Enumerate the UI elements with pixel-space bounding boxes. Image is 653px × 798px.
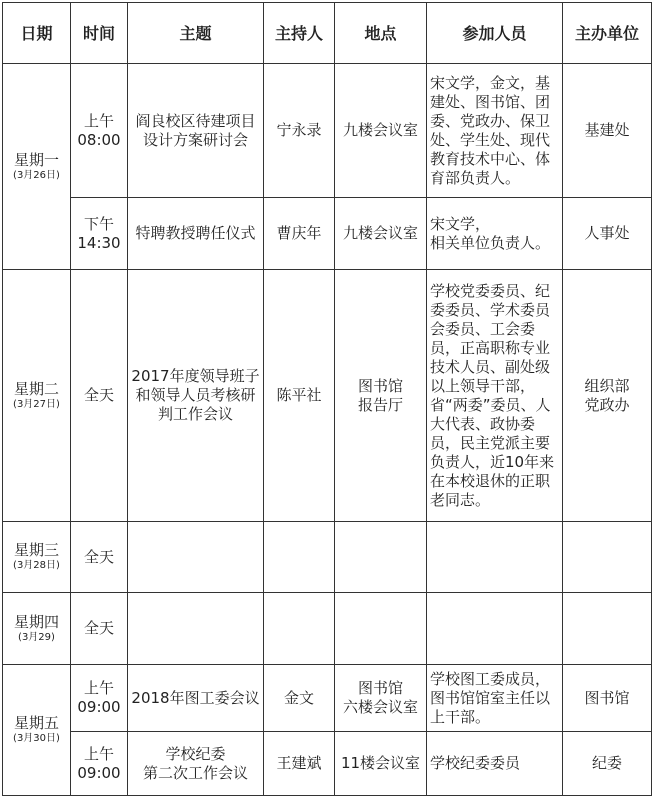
- location-cell: 图书馆 报告厅: [335, 270, 427, 522]
- day-cell-wednesday: [3, 522, 71, 593]
- attendees-cell: 宋文学， 相关单位负责人。: [427, 198, 563, 270]
- day-label: 星期三: [13, 541, 59, 559]
- header-host: 主持人: [264, 3, 335, 64]
- location-cell: 图书馆 六楼会议室: [335, 665, 427, 732]
- header-organizer: 主办单位: [563, 3, 652, 64]
- host-cell: 陈平社: [264, 270, 335, 522]
- topic-cell: [128, 593, 264, 665]
- time-clock: 08:00: [77, 130, 121, 149]
- day-date: (3月26日): [13, 169, 60, 181]
- day-label: 星期一: [13, 150, 59, 169]
- time-period: 上午: [83, 679, 114, 697]
- host-cell: 金文: [264, 665, 335, 732]
- time-period: 上午: [83, 111, 114, 130]
- day-label: 星期四: [13, 612, 59, 631]
- table-row: [3, 593, 652, 665]
- header-attendees: 参加人员: [427, 3, 563, 64]
- day-cell-thursday: [3, 593, 71, 665]
- host-cell: 宁永录: [264, 64, 335, 198]
- time-period: 全天: [83, 386, 114, 404]
- day-cell-tuesday: [3, 270, 71, 522]
- organizer-cell: 纪委: [563, 732, 652, 796]
- organizer-cell: 基建处: [563, 64, 652, 198]
- header-date: 日期: [3, 3, 71, 64]
- attendees-cell: 学校图工委成员，图书馆馆室主任以上干部。: [427, 665, 563, 732]
- header-topic: 主题: [128, 3, 264, 64]
- table-row: [3, 270, 652, 522]
- schedule-table: [2, 2, 652, 796]
- attendees-cell: 宋文学，金文，基建处、图书馆、团委、党政办、保卫处、学生处、现代教育技术中心、体育部负责人。: [427, 64, 563, 198]
- attendees-cell: 学校党委委员、纪委委员、学术委员会委员、工会委员，正高职称专业技术人员、副处级以上领导干部，省“两委”委员、人大代表、政协委员，民主党派主要负责人，近10年来在本校退休的正职老同志。: [427, 270, 563, 522]
- table-row: [3, 64, 652, 198]
- day-cell-friday: [3, 665, 71, 796]
- day-label: 星期二: [13, 379, 59, 398]
- time-cell: [71, 522, 128, 593]
- table-row: [3, 732, 652, 796]
- time-cell: [71, 64, 128, 198]
- topic-cell: 阎良校区待建项目设计方案研讨会: [128, 64, 264, 198]
- time-cell: [71, 732, 128, 796]
- organizer-cell: [563, 593, 652, 665]
- table-row: [3, 665, 652, 732]
- day-date: (3月30日): [13, 733, 60, 744]
- day-date: (3月29): [18, 631, 55, 643]
- header-location: 地点: [335, 3, 427, 64]
- location-cell: 九楼会议室: [335, 198, 427, 270]
- day-date: (3月27日): [13, 398, 60, 410]
- time-cell: [71, 270, 128, 522]
- organizer-cell: 组织部 党政办: [563, 270, 652, 522]
- day-cell-monday: [3, 64, 71, 270]
- day-label: 星期五: [13, 714, 59, 732]
- topic-cell: 2017年度领导班子和领导人员考核研判工作会议: [128, 270, 264, 522]
- location-cell: 11楼会议室: [335, 732, 427, 796]
- topic-cell: 特聘教授聘任仪式: [128, 198, 264, 270]
- organizer-cell: [563, 522, 652, 593]
- time-clock: 14:30: [77, 233, 121, 252]
- time-period: 全天: [83, 547, 114, 566]
- table-row: [3, 522, 652, 593]
- header-time: 时间: [71, 3, 128, 64]
- time-period: 上午: [83, 744, 114, 763]
- day-date: (3月28日): [13, 560, 60, 571]
- location-cell: [335, 593, 427, 665]
- topic-cell: 学校纪委 第二次工作会议: [128, 732, 264, 796]
- location-cell: 九楼会议室: [335, 64, 427, 198]
- host-cell: [264, 522, 335, 593]
- attendees-cell: [427, 593, 563, 665]
- attendees-cell: 学校纪委委员: [427, 732, 563, 796]
- host-cell: 王建斌: [264, 732, 335, 796]
- topic-cell: 2018年图工委会议: [128, 665, 264, 732]
- time-clock: 09:00: [77, 763, 121, 782]
- time-clock: 09:00: [77, 698, 121, 716]
- time-cell: [71, 665, 128, 732]
- time-cell: [71, 593, 128, 665]
- organizer-cell: 人事处: [563, 198, 652, 270]
- header-row: [3, 3, 652, 64]
- time-cell: [71, 198, 128, 270]
- time-period: 下午: [83, 214, 114, 233]
- host-cell: [264, 593, 335, 665]
- table-row: [3, 198, 652, 270]
- location-cell: [335, 522, 427, 593]
- attendees-cell: [427, 522, 563, 593]
- time-period: 全天: [83, 619, 114, 637]
- organizer-cell: 图书馆: [563, 665, 652, 732]
- topic-cell: [128, 522, 264, 593]
- host-cell: 曹庆年: [264, 198, 335, 270]
